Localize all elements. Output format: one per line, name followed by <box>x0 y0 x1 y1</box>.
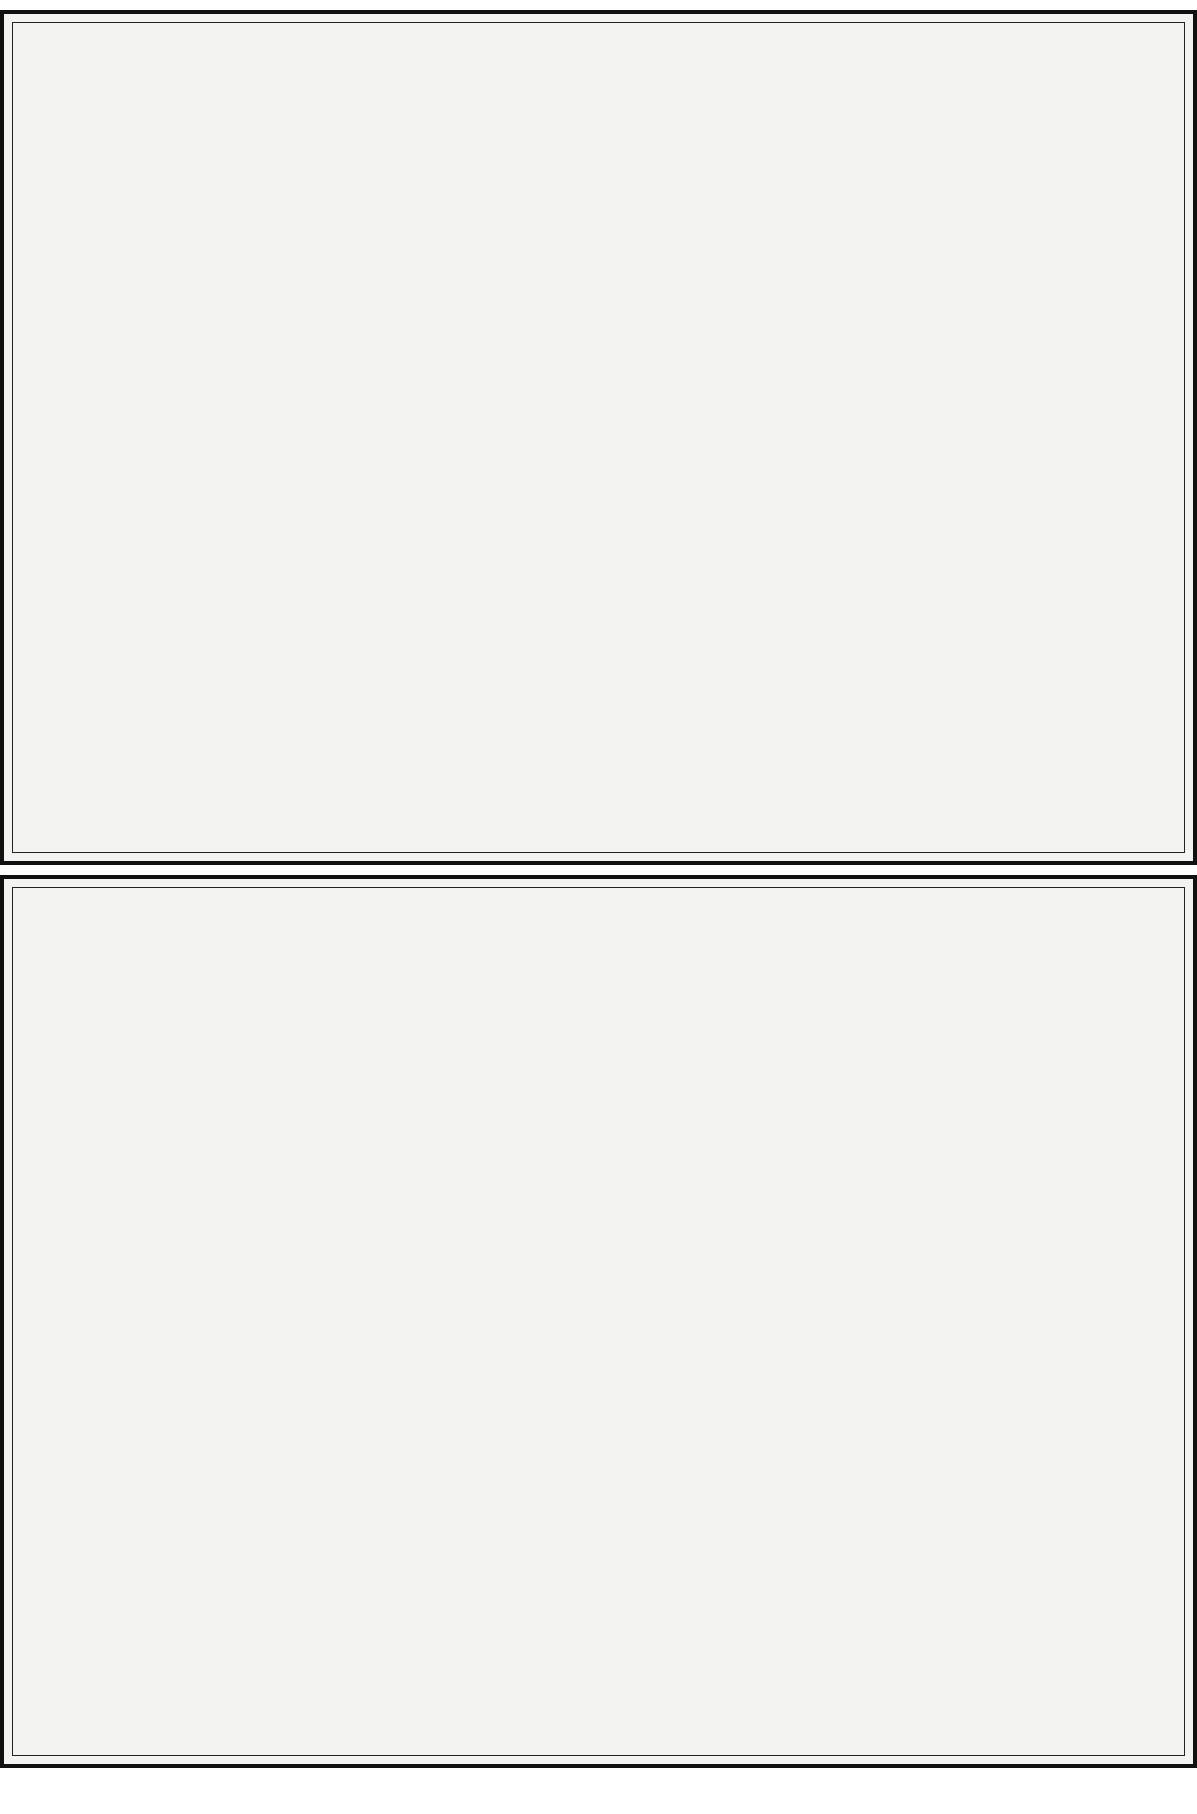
bottom-page-columns <box>12 887 1185 1756</box>
top-page <box>0 10 1197 865</box>
bottom-page <box>0 875 1197 1768</box>
top-page-columns <box>12 22 1185 853</box>
